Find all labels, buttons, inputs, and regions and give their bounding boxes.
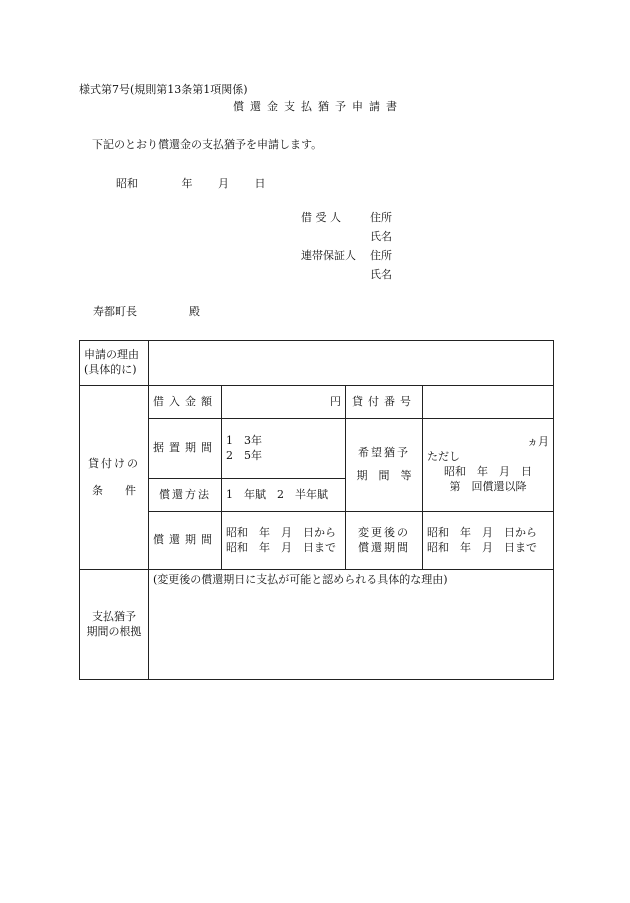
borrower-name-label: 氏名: [370, 230, 392, 243]
deferment-period-options[interactable]: 1 3年 2 5年: [222, 419, 346, 479]
application-table: [79, 340, 554, 680]
form-number: 様式第7号(規則第13条第1項関係): [79, 83, 248, 96]
repay-method-options[interactable]: 1 年賦 2 半年賦: [222, 479, 346, 512]
borrower-address-label: 住所: [370, 211, 392, 224]
date-year: 年: [181, 177, 193, 190]
reason-field[interactable]: [149, 341, 554, 386]
date-day: 日: [254, 177, 266, 190]
repay-period-field[interactable]: 昭和 年 月 日から 昭和 年 月 日まで: [222, 512, 346, 570]
date-month: 月: [218, 177, 229, 190]
guarantor-label: 連帯保証人: [301, 249, 356, 262]
addressee-honorific: 殿: [189, 305, 200, 318]
desired-period-label: 希望猶予 期 間 等: [346, 419, 423, 512]
basis-label: 支払猶予 期間の根拠: [80, 570, 149, 680]
intro-text: 下記のとおり償還金の支払猶予を申請します。: [92, 138, 323, 151]
loan-amount-label: 借入金額: [149, 386, 222, 419]
loan-amount-field[interactable]: 円: [222, 386, 346, 419]
repay-period-label: 償還期間: [149, 512, 222, 570]
changed-period-label: 変更後の 償還期間: [346, 512, 423, 570]
changed-period-field[interactable]: 昭和 年 月 日から 昭和 年 月 日まで: [423, 512, 554, 570]
application-date: [116, 178, 288, 189]
borrower-label: 借 受 人: [301, 211, 341, 224]
desired-period-field[interactable]: ヵ月 ただし 昭和 年 月 日 第 回償還以降: [423, 419, 554, 512]
loan-number-field[interactable]: [423, 386, 554, 419]
basis-note: (変更後の償還期日に支払が可能と認められる具体的な理由): [153, 573, 448, 586]
deferment-period-label: 据置期間: [149, 419, 222, 479]
repay-method-label: 償還方法: [149, 479, 222, 512]
basis-field[interactable]: [149, 570, 554, 680]
addressee-name: 寿都町長: [93, 305, 137, 318]
guarantor-address-label: 住所: [370, 249, 392, 262]
loan-conditions-label: 貸付けの 条 件: [80, 386, 149, 570]
reason-label: 申請の理由 (具体的に): [80, 341, 149, 386]
document-title: 償還金支払猶予申請書: [233, 100, 403, 113]
guarantor-name-label: 氏名: [370, 268, 392, 281]
reason-row: [80, 341, 554, 386]
loan-number-label: 貸付番号: [346, 386, 423, 419]
date-era: 昭和: [116, 177, 138, 190]
addressee: [93, 306, 200, 317]
